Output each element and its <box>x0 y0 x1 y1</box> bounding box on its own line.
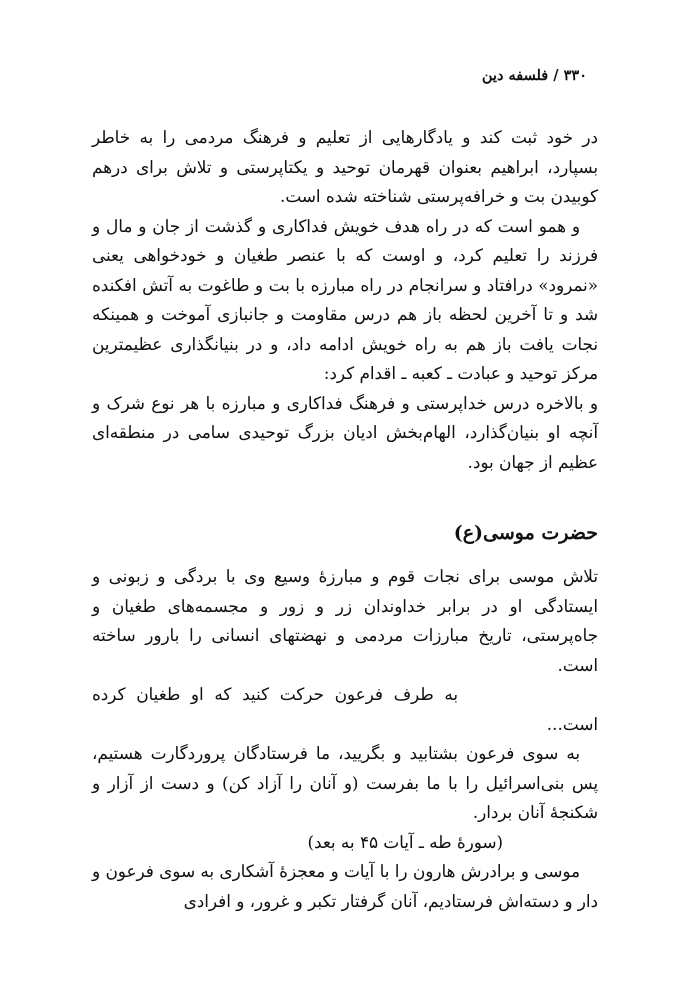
quote-paragraph: به سوی فرعون بشتابید و بگریید، ما فرستادگان پروردگارت هستیم، پس بنی‌اسرائیل را با ما بفرست (و آنان را آزاد کن) و دست از آزار و شکنجهٔ آنان بردار. <box>92 743 598 822</box>
paragraph: تلاش موسی برای نجات قوم و مبارزهٔ وسیع وی با بردگی و زبونی و ایستادگی او در برابر خداوندان زر و زور و مجسمه‌های طغیان و جاه‌پرستی، تاریخ مبارزات مردمی و نهضتهای انسانی را بارور ساخته است. <box>92 566 598 675</box>
paragraph: موسی و برادرش هارون را با آیات و معجزهٔ آشکاری به سوی فرعون و دار و دسته‌اش فرستادیم، آنان گرفتار تکبر و غرور، و افرادی <box>92 861 598 911</box>
section-heading: حضرت موسی(ع) <box>453 522 598 544</box>
paragraph: در خود ثبت کند و یادگارهایی از تعلیم و فرهنگ مردمی را به خاطر بسپارد، ابراهیم بعنوان قهرمان توحید و یکتاپرستی و تلاش برای درهم کوبیدن بت و خرافه‌پرستی شناخته شده است. <box>92 127 598 206</box>
citation: (سورهٔ طه ـ آیات ۴۵ به بعد) <box>307 831 503 852</box>
paragraph: و بالاخره درس خداپرستی و فرهنگ فداکاری و مبارزه با هر نوع شرک و آنچه او بنیان‌گذارد، الهام‌بخش ادیان بزرگ توحیدی سامی در منطقه‌ای عظیم از جهان بود. <box>92 392 598 472</box>
running-head: ۳۳۰ / فلسفه دین <box>481 67 587 84</box>
paragraph: و همو است که در راه هدف خویش فداکاری و گذشت از جان و مال و فرزند را تعلیم کرد، و اوست که با عنصر طغیان و خودخواهی یعنی «نمرود» درافتاد و سرانجام در راه مبارزه با بت و طاغوت به آتش افکنده شد و تا آخرین لحظه باز هم درس مقاومت و جانبازی آموخت و همینکه نجات یافت باز هم به راه خویش ادامه داد، و در بنیانگذاری عظیمترین مرکز توحید و عبادت ـ کعبه ـ اقدام کرد: <box>92 215 598 383</box>
body-text-bottom <box>92 562 598 916</box>
quote-line: به طرف فرعون حرکت کنید که او طغیان کرده است... <box>92 684 598 734</box>
body-text-top <box>92 123 598 477</box>
